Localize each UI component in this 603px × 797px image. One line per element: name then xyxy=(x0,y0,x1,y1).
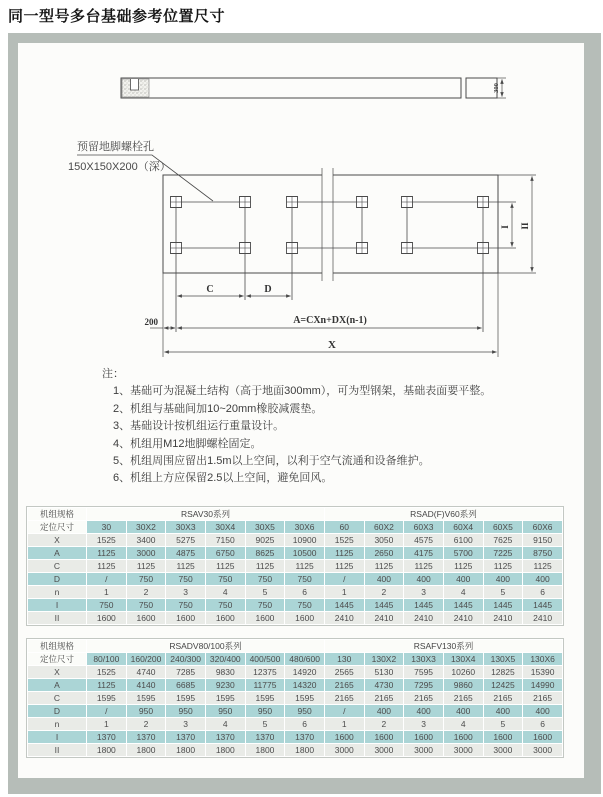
model-header: 130X5 xyxy=(484,653,523,665)
dim-value: 4140 xyxy=(127,679,166,691)
model-header: 30X6 xyxy=(285,521,324,533)
dim-value: 5 xyxy=(246,718,285,730)
dim-value: 5 xyxy=(246,586,285,598)
dim-value: 400 xyxy=(484,705,523,717)
row-label: D xyxy=(28,705,86,717)
dim-value: 400 xyxy=(444,573,483,585)
table-row xyxy=(28,705,562,717)
dim-value: 1370 xyxy=(206,731,245,743)
dim-value: 950 xyxy=(206,705,245,717)
dim-value: 1125 xyxy=(523,560,562,572)
model-header: 30X5 xyxy=(246,521,285,533)
model-header: 130X2 xyxy=(365,653,404,665)
table-row xyxy=(28,534,562,546)
dim-value: 10260 xyxy=(444,666,483,678)
model-header: 30X3 xyxy=(166,521,205,533)
model-header: 240/300 xyxy=(166,653,205,665)
dim-x-label: X xyxy=(328,339,336,351)
model-header: 130 xyxy=(325,653,364,665)
dim-value: 9860 xyxy=(444,679,483,691)
dim-value: 1125 xyxy=(87,547,126,559)
dim-value: 3000 xyxy=(444,744,483,756)
dim-value: 2 xyxy=(127,718,166,730)
dim-value: 1600 xyxy=(523,731,562,743)
dim-value: 2 xyxy=(365,718,404,730)
dim-value: 3 xyxy=(166,718,205,730)
table-corner-top: 机组规格 xyxy=(28,508,86,520)
dim-a-formula-label: A=CXn+DX(n-1) xyxy=(293,315,367,326)
dim-value: 1445 xyxy=(484,599,523,611)
series-name: RSADV80/100系列 xyxy=(87,640,324,652)
model-header: 400/500 xyxy=(246,653,285,665)
bolt-hole-note-line2: 150X150X200（深） xyxy=(68,161,171,173)
dim-value: 1 xyxy=(325,718,364,730)
dim-value: 3000 xyxy=(365,744,404,756)
dim-value: 1600 xyxy=(166,612,205,624)
dim-value: 1600 xyxy=(444,731,483,743)
dim-value: 3000 xyxy=(484,744,523,756)
note-item: 2、机组与基础间加10~20mm橡胶减震垫。 xyxy=(113,402,323,415)
row-label: n xyxy=(28,586,86,598)
dim-value: / xyxy=(325,573,364,585)
dim-value: 1370 xyxy=(285,731,324,743)
dim-value: 2165 xyxy=(523,692,562,704)
dim-value: 6100 xyxy=(444,534,483,546)
dim-value: 1595 xyxy=(285,692,324,704)
foundation-bar xyxy=(121,78,461,98)
dim-value: 750 xyxy=(166,573,205,585)
dim-value: 1600 xyxy=(246,612,285,624)
model-header: 30 xyxy=(87,521,126,533)
dim-value: 1595 xyxy=(246,692,285,704)
dim-value: 1125 xyxy=(166,560,205,572)
dim-value: 7285 xyxy=(166,666,205,678)
note-item: 3、基础设计按机组运行重量设计。 xyxy=(113,420,285,433)
dim-value: 400 xyxy=(523,573,562,585)
dim-value: 1125 xyxy=(87,679,126,691)
model-header: 30X2 xyxy=(127,521,166,533)
dim-value: 2165 xyxy=(325,692,364,704)
dim-value: 6 xyxy=(285,586,324,598)
dim-value: 3000 xyxy=(325,744,364,756)
model-header: 60X3 xyxy=(404,521,443,533)
table-corner-bottom: 定位尺寸 xyxy=(28,653,86,665)
dim-value: 1800 xyxy=(285,744,324,756)
dim-value: 400 xyxy=(365,573,404,585)
dim-value: 1525 xyxy=(325,534,364,546)
dim-value: 9025 xyxy=(246,534,285,546)
row-label: II xyxy=(28,612,86,624)
dim-value: 12375 xyxy=(246,666,285,678)
dim-value: 5 xyxy=(484,586,523,598)
dim-value: 2165 xyxy=(325,679,364,691)
dim-value: 14920 xyxy=(285,666,324,678)
table-row xyxy=(28,612,562,624)
dim-value: 950 xyxy=(127,705,166,717)
row-label: A xyxy=(28,547,86,559)
dim-value: 14320 xyxy=(285,679,324,691)
depth-dim-label: 300 xyxy=(493,83,500,93)
dim-value: 1 xyxy=(87,586,126,598)
dim-value: 1 xyxy=(325,586,364,598)
dim-value: 4730 xyxy=(365,679,404,691)
spec-table xyxy=(27,507,563,625)
dim-value: 3400 xyxy=(127,534,166,546)
note-item: 1、基础可为混凝土结构（高于地面300mm），可为型钢架，基础表面要平整。 xyxy=(113,385,492,398)
dim-value: 1595 xyxy=(206,692,245,704)
dim-value: 750 xyxy=(246,599,285,611)
dim-value: 1525 xyxy=(87,666,126,678)
dim-value: 9230 xyxy=(206,679,245,691)
model-header: 60X4 xyxy=(444,521,483,533)
side-view xyxy=(121,78,497,98)
table-row xyxy=(28,666,562,678)
dim-value: 2 xyxy=(127,586,166,598)
dim-value: / xyxy=(87,705,126,717)
dim-value: 1595 xyxy=(127,692,166,704)
dim-value: 1125 xyxy=(325,547,364,559)
dim-value: 3050 xyxy=(365,534,404,546)
dim-value: 2165 xyxy=(404,692,443,704)
note-item: 6、机组上方应保留2.5以上空间，避免回风。 xyxy=(113,472,333,485)
row-label: X xyxy=(28,534,86,546)
dim-value: / xyxy=(325,705,364,717)
dim-value: 11775 xyxy=(246,679,285,691)
dim-value: 1800 xyxy=(246,744,285,756)
note-item: 4、机组用M12地脚螺栓固定。 xyxy=(113,437,262,450)
dim-value: 12425 xyxy=(484,679,523,691)
dim-value: 750 xyxy=(285,599,324,611)
dim-value: 750 xyxy=(206,599,245,611)
row-label: C xyxy=(28,560,86,572)
dim-value: 2565 xyxy=(325,666,364,678)
table-row xyxy=(28,599,562,611)
dim-value: 4875 xyxy=(166,547,205,559)
dim-value: 9830 xyxy=(206,666,245,678)
dim-value: 5130 xyxy=(365,666,404,678)
dim-value: 1800 xyxy=(166,744,205,756)
model-header: 60 xyxy=(325,521,364,533)
dim-value: 4 xyxy=(206,586,245,598)
dim-value: 1370 xyxy=(87,731,126,743)
dim-value: 1370 xyxy=(127,731,166,743)
row-label: X xyxy=(28,666,86,678)
model-header: 60X2 xyxy=(365,521,404,533)
table-row xyxy=(28,731,562,743)
dim-value: 5275 xyxy=(166,534,205,546)
row-label: C xyxy=(28,692,86,704)
notes-list xyxy=(102,383,491,487)
dim-value: 1125 xyxy=(404,560,443,572)
dim-value: 1125 xyxy=(87,560,126,572)
row-label: D xyxy=(28,573,86,585)
dim-value: 1125 xyxy=(246,560,285,572)
row-label: I xyxy=(28,599,86,611)
spec-table-rsadv80100-rsafv130 xyxy=(27,639,563,757)
table-row xyxy=(28,586,562,598)
model-header: 30X4 xyxy=(206,521,245,533)
dim-value: 6 xyxy=(523,586,562,598)
dim-value: 1600 xyxy=(484,731,523,743)
bolt-hole-note-line1: 预留地脚螺栓孔 xyxy=(77,141,154,153)
dim-value: 2410 xyxy=(484,612,523,624)
dim-value: 10900 xyxy=(285,534,324,546)
dim-value: 1800 xyxy=(206,744,245,756)
dim-value: 1800 xyxy=(87,744,126,756)
dim-value: 9150 xyxy=(523,534,562,546)
series-name: RSAFV130系列 xyxy=(325,640,562,652)
dim-value: 4 xyxy=(444,586,483,598)
dim-value: 4575 xyxy=(404,534,443,546)
row-label: n xyxy=(28,718,86,730)
table-row xyxy=(28,573,562,585)
dim-ii-label: II xyxy=(520,222,530,230)
dim-value: 750 xyxy=(166,599,205,611)
dim-value: 1600 xyxy=(127,612,166,624)
dim-value: 2410 xyxy=(444,612,483,624)
dim-value: 750 xyxy=(87,599,126,611)
plan-view-slab xyxy=(163,168,498,281)
dim-value: 1370 xyxy=(246,731,285,743)
dim-value: 1125 xyxy=(325,560,364,572)
table-row xyxy=(28,744,562,756)
series-name: RSAV30系列 xyxy=(87,508,324,520)
dim-value: 1800 xyxy=(127,744,166,756)
model-header: 160/200 xyxy=(127,653,166,665)
dim-value: 6 xyxy=(523,718,562,730)
dim-d-label: D xyxy=(264,284,272,295)
dim-value: 4740 xyxy=(127,666,166,678)
dim-value: 1370 xyxy=(166,731,205,743)
dim-value: 400 xyxy=(484,573,523,585)
model-header: 130X4 xyxy=(444,653,483,665)
dim-value: 7595 xyxy=(404,666,443,678)
row-label: I xyxy=(28,731,86,743)
table-corner-top: 机组规格 xyxy=(28,640,86,652)
dim-value: 2410 xyxy=(404,612,443,624)
dim-value: 750 xyxy=(246,573,285,585)
dim-value: 1445 xyxy=(404,599,443,611)
dim-value: 1125 xyxy=(127,560,166,572)
dim-value: 750 xyxy=(127,573,166,585)
dim-value: 7625 xyxy=(484,534,523,546)
model-header: 80/100 xyxy=(87,653,126,665)
dim-value: / xyxy=(87,573,126,585)
foundation-diagram xyxy=(0,0,603,380)
dim-value: 3000 xyxy=(127,547,166,559)
dim-value: 6685 xyxy=(166,679,205,691)
notes-section xyxy=(102,366,491,488)
dim-value: 1600 xyxy=(206,612,245,624)
spec-table-rsav30-rsadfv60 xyxy=(27,507,563,625)
table-row xyxy=(28,718,562,730)
dim-value: 3 xyxy=(404,718,443,730)
dim-value: 7150 xyxy=(206,534,245,546)
dim-value: 950 xyxy=(166,705,205,717)
dim-value: 6 xyxy=(285,718,324,730)
dim-value: 1600 xyxy=(365,731,404,743)
dim-value: 1595 xyxy=(87,692,126,704)
dim-value: 14990 xyxy=(523,679,562,691)
dim-value: 1125 xyxy=(285,560,324,572)
dim-value: 3000 xyxy=(523,744,562,756)
dim-value: 10500 xyxy=(285,547,324,559)
dim-value: 950 xyxy=(246,705,285,717)
dim-value: 750 xyxy=(127,599,166,611)
page-title: 同一型号多台基础参考位置尺寸 xyxy=(8,8,226,25)
model-header: 130X6 xyxy=(523,653,562,665)
dim-value: 1595 xyxy=(166,692,205,704)
row-label: A xyxy=(28,679,86,691)
model-header: 130X3 xyxy=(404,653,443,665)
dim-value: 4 xyxy=(206,718,245,730)
notes-heading: 注： xyxy=(102,368,124,380)
dim-value: 12825 xyxy=(484,666,523,678)
table-row xyxy=(28,679,562,691)
dim-value: 2 xyxy=(365,586,404,598)
dim-value: 1445 xyxy=(325,599,364,611)
dim-value: 400 xyxy=(444,705,483,717)
table-row xyxy=(28,692,562,704)
dim-value: 1445 xyxy=(523,599,562,611)
dim-value: 750 xyxy=(206,573,245,585)
dim-value: 1125 xyxy=(484,560,523,572)
dim-value: 400 xyxy=(404,705,443,717)
dim-value: 8625 xyxy=(246,547,285,559)
dim-value: 1125 xyxy=(365,560,404,572)
dim-value: 1445 xyxy=(444,599,483,611)
table-row xyxy=(28,547,562,559)
model-header: 60X6 xyxy=(523,521,562,533)
dim-value: 1 xyxy=(87,718,126,730)
dim-value: 400 xyxy=(365,705,404,717)
dim-value: 7225 xyxy=(484,547,523,559)
dim-value: 2165 xyxy=(444,692,483,704)
model-header: 480/600 xyxy=(285,653,324,665)
dim-value: 1600 xyxy=(285,612,324,624)
dim-value: 2650 xyxy=(365,547,404,559)
dim-value: 3 xyxy=(166,586,205,598)
dim-200-label: 200 xyxy=(144,317,158,327)
dim-value: 4175 xyxy=(404,547,443,559)
dim-i-label: I xyxy=(500,225,510,229)
dim-value: 1525 xyxy=(87,534,126,546)
dim-value: 3000 xyxy=(404,744,443,756)
dim-value: 1600 xyxy=(325,731,364,743)
dim-value: 5 xyxy=(484,718,523,730)
dim-value: 950 xyxy=(285,705,324,717)
dim-value: 7295 xyxy=(404,679,443,691)
dim-value: 750 xyxy=(285,573,324,585)
dim-value: 400 xyxy=(523,705,562,717)
dim-value: 400 xyxy=(404,573,443,585)
anchor-bolt-holes xyxy=(171,197,489,333)
dim-value: 1125 xyxy=(444,560,483,572)
model-header: 320/400 xyxy=(206,653,245,665)
dim-value: 3 xyxy=(404,586,443,598)
series-name: RSAD(F)V60系列 xyxy=(325,508,562,520)
dim-value: 5700 xyxy=(444,547,483,559)
dim-value: 2165 xyxy=(365,692,404,704)
row-label: II xyxy=(28,744,86,756)
note-item: 5、机组周围应留出1.5m以上空间，以利于空气流通和设备维护。 xyxy=(113,455,430,468)
dim-value: 4 xyxy=(444,718,483,730)
dim-value: 2410 xyxy=(325,612,364,624)
table-corner-bottom: 定位尺寸 xyxy=(28,521,86,533)
dim-value: 2410 xyxy=(523,612,562,624)
dim-value: 1125 xyxy=(206,560,245,572)
bolt-pocket-notch xyxy=(131,79,139,90)
dim-value: 2410 xyxy=(365,612,404,624)
dim-value: 1600 xyxy=(87,612,126,624)
spec-table xyxy=(27,639,563,757)
dim-value: 1600 xyxy=(404,731,443,743)
table-row xyxy=(28,560,562,572)
dim-value: 6750 xyxy=(206,547,245,559)
dim-value: 8750 xyxy=(523,547,562,559)
dim-value: 1445 xyxy=(365,599,404,611)
model-header: 60X5 xyxy=(484,521,523,533)
dim-c-label: C xyxy=(206,284,214,295)
dim-value: 2165 xyxy=(484,692,523,704)
dim-value: 15390 xyxy=(523,666,562,678)
